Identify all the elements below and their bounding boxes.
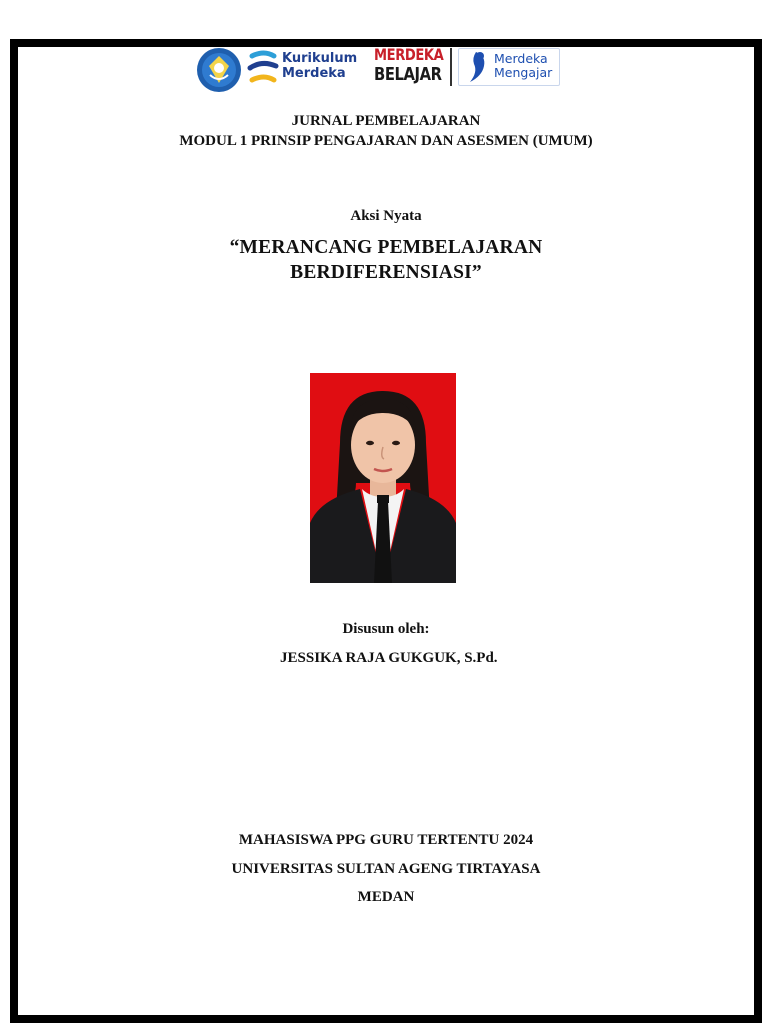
merdeka-belajar-line1: MERDEKA xyxy=(374,45,444,64)
merdeka-mengajar-logo xyxy=(454,48,562,88)
module-title: MODUL 1 PRINSIP PENGAJARAN DAN ASESMEN (UMUM) xyxy=(179,133,593,149)
merdeka-belajar-logo xyxy=(374,46,444,90)
footer-program: MAHASISWA PPG GURU TERTENTU 2024 xyxy=(238,832,534,848)
merdeka-mengajar-icon xyxy=(462,50,492,84)
main-title-line2: BERDIFERENSIASI” xyxy=(290,262,482,283)
merdeka-mengajar-text: Merdeka Mengajar xyxy=(494,51,553,80)
kurikulum-merdeka-text: Kurikulum Merdeka xyxy=(282,51,358,81)
footer-university: UNIVERSITAS SULTAN AGENG TIRTAYASA xyxy=(231,861,541,877)
main-title-line1: “MERANCANG PEMBELAJARAN xyxy=(229,237,543,258)
journal-title: JURNAL PEMBELAJARAN xyxy=(291,113,481,129)
merdeka-belajar-line2: BELAJAR xyxy=(374,64,442,85)
kurikulum-merdeka-icon xyxy=(246,48,280,88)
logo-bar xyxy=(196,46,562,92)
kurikulum-merdeka-logo xyxy=(246,48,356,88)
author-name: JESSIKA RAJA GUKGUK, S.Pd. xyxy=(280,650,498,666)
compiled-by-label: Disusun oleh: xyxy=(342,621,430,637)
aksi-nyata-label: Aksi Nyata xyxy=(350,208,422,224)
footer-city: MEDAN xyxy=(357,889,415,905)
author-photo xyxy=(310,373,456,583)
kemdikbud-logo-icon xyxy=(196,47,242,93)
logo-divider xyxy=(450,48,452,86)
